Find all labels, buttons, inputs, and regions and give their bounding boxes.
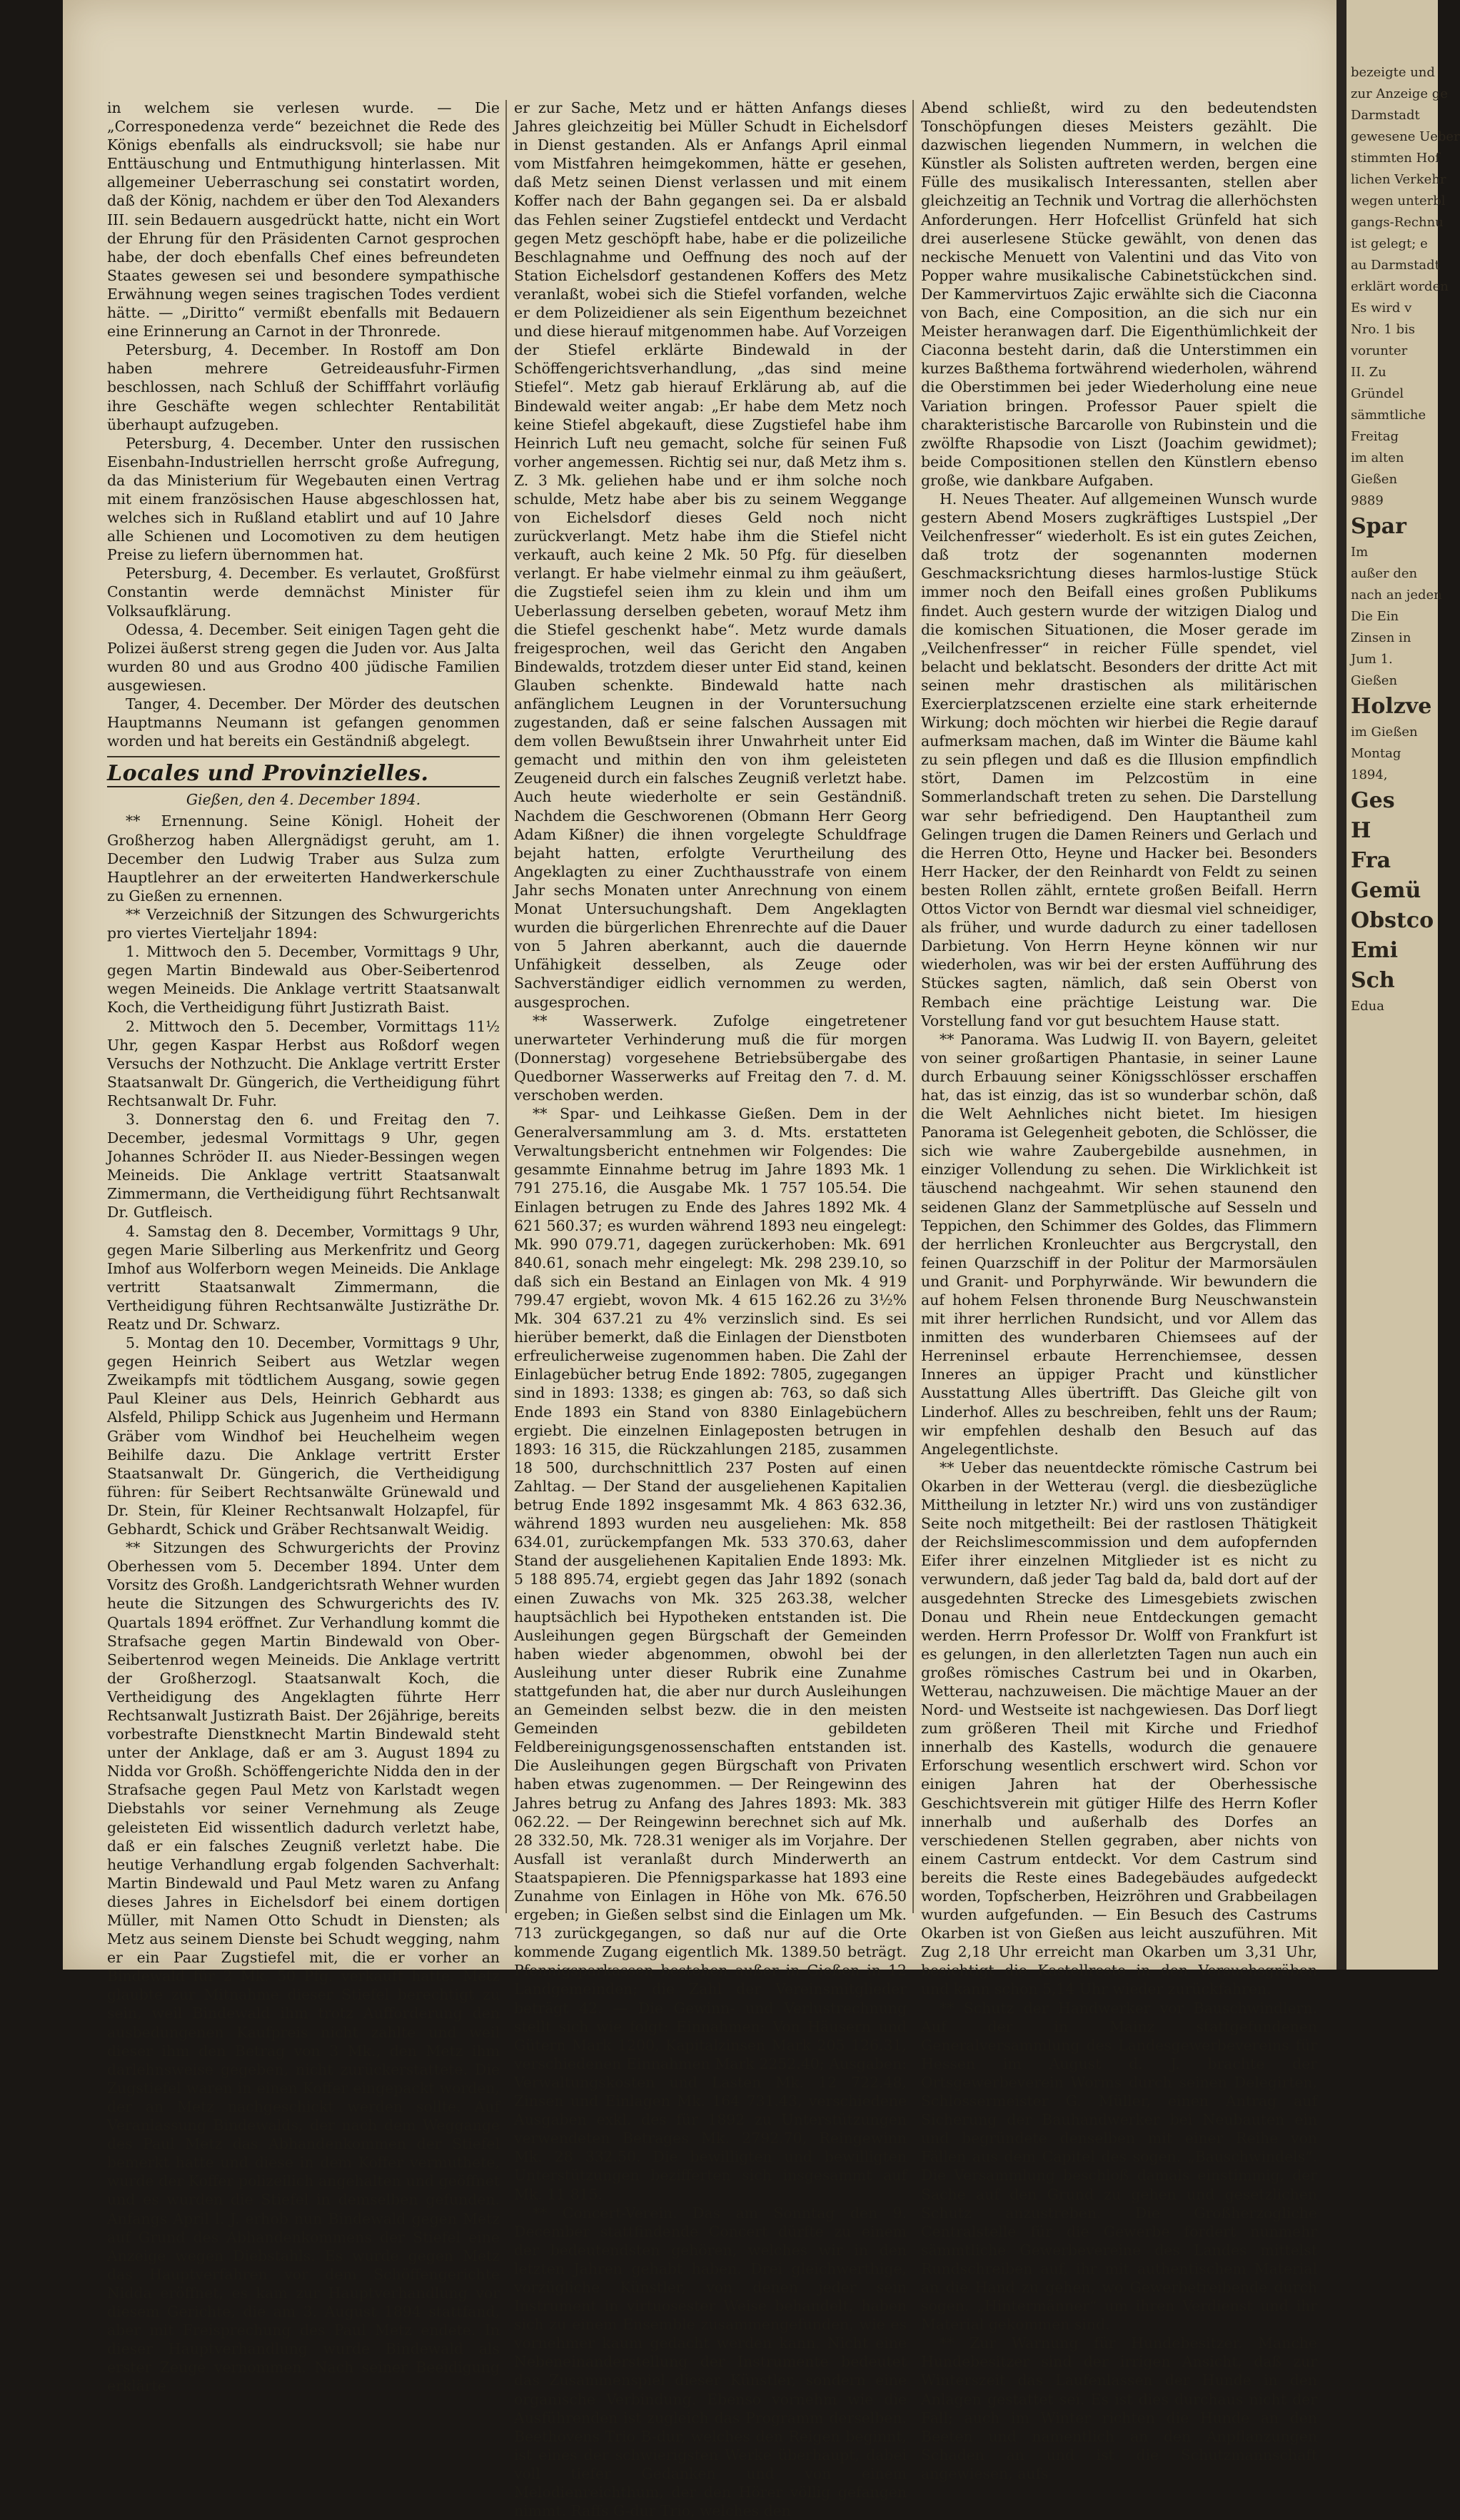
adjacent-page-line: Holzve	[1351, 694, 1432, 719]
column-3	[921, 99, 1317, 2482]
article-paragraph: 2. Mittwoch den 5. December, Vormittags 11½ Uhr, gegen Kaspar Herbst aus Roßdorf wegen Versuchs der Nothzucht. Die Anklage vertritt Erster Staatsanwalt Dr. Güngerich, die Vertheidigung führt Rechtsanwalt Dr. Fuhr.	[107, 1017, 500, 1109]
article-paragraph: 1. Mittwoch den 5. December, Vormittags 9 Uhr, gegen Martin Bindewald aus Ober-Seibertenrod wegen Meineids. Die Anklage vertritt Staatsanwalt Koch, die Vertheidigung führt Justizrath Baist.	[107, 943, 500, 1017]
article-paragraph: Petersburg, 4. December. Es verlautet, Großfürst Constantin werde demnächst Minister für Volksaufklärung.	[107, 565, 500, 620]
article-paragraph: ** Wasserwerk. Zufolge eingetretener unerwarteter Verhinderung muß die für morgen (Donnerstag) vorgesehene Betriebsübergabe des Quedborner Wasserwerks auf Freitag den 7. d. M. verschoben werden.	[514, 1012, 907, 1104]
adjacent-page-line: Obstco	[1351, 908, 1434, 933]
adjacent-page-line: Montag	[1351, 746, 1401, 761]
adjacent-page-line: Jum 1.	[1351, 652, 1393, 667]
adjacent-page-line: Spar	[1351, 514, 1406, 539]
adjacent-page-line: erklärt worden	[1351, 279, 1449, 294]
column-1	[107, 99, 500, 2395]
adjacent-page-line: zur Anzeige ge	[1351, 86, 1448, 101]
adjacent-page-line: Gemü	[1351, 878, 1421, 903]
adjacent-page-line: Gießen	[1351, 472, 1398, 487]
adjacent-page-line: Gründel	[1351, 386, 1404, 401]
column-rule	[912, 100, 914, 1913]
adjacent-page-line: II. Zu	[1351, 365, 1386, 380]
adjacent-page-line: H	[1351, 818, 1371, 843]
article-paragraph: 3. Donnerstag den 6. und Freitag den 7. December, jedesmal Vormittags 9 Uhr, gegen Johannes Schröder II. aus Nieder-Bessingen wegen Meineids. Die Anklage vertritt Staatsanwalt Zimmermann, die Vertheidigung führt Rechtsanwalt Dr. Gutfleisch.	[107, 1110, 500, 1221]
separator-rule	[107, 756, 500, 757]
adjacent-page-line: wegen unterbl	[1351, 193, 1446, 208]
article-paragraph: ** Ueber das neuentdeckte römische Castrum bei Okarben in der Wetterau (vergl. die diesbezügliche Mittheilung in letzter Nr.) wird uns von zuständiger Seite noch mitgetheilt: Bei der rastlosen Thätigkeit der Reichslimescommission und dem aufopfernden Eifer ihrer einzelnen Mitglieder ist es nicht zu verwundern, daß jeder Tag bald da, bald dort auf der ausgedehnten Strecke des Limesgebiets zwischen Donau und Rhein neue Entdeckungen gemacht werden. Herrn Professor Dr. Wolff von Frankfurt ist es gelungen, in den allerletzten Tagen nun auch ein großes römisches Castrum bei und in Okarben, Wetterau, nachzuweisen. Die mächtige Mauer an der Nord- und Westseite ist nachgewiesen. Das Dorf liegt zum größeren Theil mit Kirche und Friedhof innerhalb des Kastells, wodurch die genauere Erforschung wesentlich erschwert wird. Schon vor einigen Jahren hat der Oberhessische Geschichtsverein mit gütiger Hilfe des Herrn Kofler innerhalb und außerhalb des Dorfes an verschiedenen Stellen gegraben, aber nichts von einem Castrum entdeckt. Vor dem Castrum sind bereits die Reste eines Badegebäudes aufgedeckt worden, Topfscherben, Heizröhren und Grabbeilagen wurden aufgefunden. — Ein Besuch des Castrums Okarben ist von Gießen aus leicht auszuführen. Mit Zug 2,18 Uhr erreicht man Okarben um 3,31 Uhr, besichtigt die Kastellreste in den Versuchsgräben und kann schon 5,14 Uhr wieder zurückfahren.	[921, 1458, 1317, 1998]
adjacent-page-line: nach an jeden	[1351, 588, 1442, 603]
article-paragraph: ** Verzeichniß der Sitzungen des Schwurgerichts pro viertes Vierteljahr 1894:	[107, 905, 500, 942]
article-paragraph: Abend schließt, wird zu den bedeutendsten Tonschöpfungen dieses Meisters gezählt. Die dazwischen liegenden Nummern, in welchen die Künstler als Solisten auftreten werden, bergen eine Fülle des musikalisch Interessanten, stellen aber gleichzeitig an Technik und Vortrag die allerhöchsten Anforderungen. Herr Hofcellist Grünfeld hat sich drei auserlesene Stücke gewählt, von denen das neckische Menuett von Valentini und das Vito von Popper wahre musikalische Cabinetstückchen sind. Der Kammervirtuos Zajic erwählte sich die Ciaconna von Bach, eine Composition, an die sich nur ein Meister heranwagen darf. Die Eigenthümlichkeit der Ciaconna besteht darin, daß die Unterstimmen ein kurzes Baßthema fortwährend wiederholen, während die Oberstimmen bei jeder Wiederholung eine neue Variation bringen. Professor Pauer spielt die charakteristische Barcarolle von Rubinstein und die zwölfte Rhapsodie von Liszt (Joachim gewidmet); beide Compositionen stellen den Künstlern ebenso große, wie dankbare Aufgaben.	[921, 99, 1317, 489]
article-paragraph: ** Schutz der Handwerker vor Bauschwindlern. Auf der in Mainz stattgefundenen Generalversammlung des Landesgewerbevereins für Hessen im August d. J. brachte der Ortsgewerbeverein Worms durch seinen Delegirten, Schlossermeister G. Müller, einen Antrag auf Sicherung der Bauhandwerker bei Neubauten ein und begründete denselben mit einer Reihe von Fällen aus dem Capitel des sogen. „Bauschwindels“. Die Versammlung beschloß damals einstimmig, der Sache auf den Grund zu gehen und gesetzlichen Schutz anzustreben. Die Großherzogliche Centralstelle für die Gewerbe fordert nunmehr sämmtliche Gewerbevereine des Landes mittelst Rundschreiben auf, ihr mit authentischem Material an die Hand zu gehen, wo Gewerbetreibende durch sogen. „Hintermänner“ um ihren Verdienst und ihr Material gekommen sind.	[921, 1999, 1317, 2334]
article-paragraph: Odessa, 4. December. Seit einigen Tagen geht die Polizei äußerst streng gegen die Juden vor. Aus Jalta wurden 80 und aus Grodno 400 jüdische Familien ausgewiesen.	[107, 620, 500, 694]
adjacent-page-line: lichen Verkehr	[1351, 172, 1446, 187]
adjacent-page-line: Emi	[1351, 938, 1399, 963]
adjacent-page-line: Zinsen in	[1351, 630, 1411, 645]
adjacent-page-line: Fra	[1351, 848, 1391, 873]
article-paragraph: ** Concert-Verein. Das am Sonntag den 9. December stattfindende Concert dürfte zu einem der bedeutendsten gehören, welches wir in den letzten Jahren gehabt haben. Drei gleichwerthige, vorzügliche Künstler, von denen jeder sein Instrument in virtuosester Weise behandelt, haben sich zu einem Ensemble zusammengefunden, wie es vornehmer kaum gedacht werden kann. Nicht eine Nebeneinanderstellung der Instrumente bedeutet das Zusammenspiel dieser Künstler, sondern eine organische Verbindung. Ebenso vornehm wie die Ausführenden ist zugleich das Programm derselben. Beethovens Trio B-dur, welches den Reigen beginnt, ist eines der schwierigsten Werke überhaupt, dabei voll tiefer Gedanken und von einem Melodienreichthum, der den Hörer völlig gefangen nimmt. Raffs G-dur Trio, welches den	[514, 2204, 907, 2520]
adjacent-page-line: ist gelegt; e	[1351, 236, 1428, 251]
adjacent-page-edge	[1336, 0, 1460, 1970]
column-rule	[505, 100, 507, 1913]
article-paragraph: H. Neues Theater. Auf allgemeinen Wunsch wurde gestern Abend Mosers zugkräftiges Lustspiel „Der Veilchenfresser“ wiederholt. Es ist ein gutes Zeichen, daß trotz der sogenannten modernen Geschmacksrichtung dieses harmlos-lustige Stück immer noch den Beifall eines großen Publikums findet. Auch gestern wurde der witzigen Dialog und die komischen Situationen, die Moser gerade im „Veilchenfresser“ in reicher Fülle spendet, viel belacht und beklatscht. Besonders der dritte Act mit seinen mehr drastischen als militärischen Exercierplatzscenen erzielte eine stark erheiternde Wirkung; doch möchten wir hierbei die Regie darauf aufmerksam machen, daß im Winter die Bäume kahl zu sein pflegen und daß es die Illusion empfindlich stört, Damen im Pelzcostüm in eine Sommerlandschaft treten zu sehen. Die Darstellung war sehr befriedigend. Den Hauptantheil zum Gelingen trugen die Damen Reiners und Gerlach und die Herren Otto, Heyne und Hacker bei. Besonders Herr Hacker, der den Reinhardt von Feldt zu seinen besten Rollen zählt, erntete großen Beifall. Herrn Ottos Victor von Berndt war diesmal viel schneidiger, als früher, und wurde dadurch zu einer tadellosen Darbietung. Von Herrn Heyne können wir nur wiederholen, was wir bei der ersten Aufführung des Stückes sagten, nämlich, daß sein Oberst von Rembach eine prächtige Leistung war. Die Vorstellung fand vor gut besuchtem Hause statt.	[921, 490, 1317, 1029]
adjacent-page-line: gewesene Ueber	[1351, 129, 1460, 144]
adjacent-page-line: Darmstadt	[1351, 108, 1420, 123]
adjacent-page-line: außer den	[1351, 566, 1418, 581]
adjacent-page-line: im Gießen	[1351, 725, 1418, 740]
article-paragraph: in welchem sie verlesen wurde. — Die „Corresponedenza verde“ bezeichnet die Rede des Königs ebenfalls als eindrucksvoll; sie habe nur Enttäuschung und Entmuthigung hinterlassen. Mit allgemeiner Ueberraschung sei constatirt worden, daß der König, nachdem er über den Tod Alexanders III. sein Bedauern ausgedrückt hatte, nicht ein Wort der Ehrung für den Präsidenten Carnot gesprochen habe, der doch ebenfalls Chef eines befreundeten Staates gewesen sei und besondere sympathische Erwähnung wegen seines tragischen Todes verdient hätte. — „Diritto“ vermißt ebenfalls mit Bedauern eine Erinnerung an Carnot in der Thronrede.	[107, 99, 500, 341]
adjacent-page-line: Im	[1351, 545, 1369, 560]
article-paragraph: ** Spar- und Leihkasse Gießen. Dem in der Generalversammlung am 3. d. Mts. erstatteten Verwaltungsbericht entnehmen wir Folgendes: Die gesammte Einnahme betrug im Jahre 1893 Mk. 1 791 275.16, die Ausgabe Mk. 1 757 105.54. Die Einlagen betrugen zu Ende des Jahres 1892 Mk. 4 621 560.37; es wurden während 1893 neu eingelegt: Mk. 990 079.71, dagegen zurückerhoben: Mk. 691 840.61, sonach mehr eingelegt: Mk. 298 239.10, so daß sich ein Bestand an Einlagen von Mk. 4 919 799.47 ergiebt, wovon Mk. 4 615 162.26 zu 3½% Mk. 304 637.21 zu 4% verzinslich sind. Es sei hierüber bemerkt, daß die Einlagen der Dienstboten erfreulicherweise zugenommen haben. Die Zahl der Einlagebücher betrug Ende 1892: 7805, zugegangen sind in 1893: 1338; es gingen ab: 763, so daß sich Ende 1893 ein Stand von 8380 Einlagebüchern ergiebt. Die einzelnen Einlageposten betrugen in 1893: 16 315, die Rückzahlungen 2185, zusammen 18 500, durchschnittlich 237 Posten auf einen Zahltag. — Der Stand der ausgeliehenen Kapitalien betrug Ende 1892 insgesammt Mk. 4 863 632.36, während 1893 wurden neu ausgeliehen: Mk. 858 634.01, zurückempfangen Mk. 533 370.63, daher Stand der ausgeliehenen Kapitalien Ende 1893: Mk. 5 188 895.74, ergiebt gegen das Jahr 1892 (sonach einen Zuwachs von Mk. 325 263.38, welcher hauptsächlich bei Hypotheken entstanden ist. Die Ausleihungen gegen Bürgschaft der Gemeinden haben wieder abgenommen, obwohl bei der Ausleihung unter dieser Rubrik eine Zunahme stattgefunden hat, die aber nur durch Ausleihungen an Gemeinden selbst bezw. die in den meisten Gemeinden gebildeten Feldbereinigungsgenossenschaften entstanden ist. Die Ausleihungen gegen Bürgschaft von Privaten haben etwas zugenommen. — Der Reingewinn des Jahres betrug zu Anfang des Jahres 1893: Mk. 383 062.22. — Der Reingewinn berechnet sich auf Mk. 28 332.50, Mk. 728.31 weniger als im Vorjahre. Der Ausfall ist veranlaßt durch Minderwerth an Staatspapieren. Die Pfennigsparkasse hat 1893 eine Zunahme von Einlagen in Höhe von Mk. 676.50 ergeben; in Gießen selbst sind die Einlagen um Mk. 713 zurückgegangen, so daß nur auf die Orte kommende Zugang eigentlich Mk. 1389.50 beträgt. Pfennigsparkassen bestehen außer in Gießen in 12 Landgemeinden; die Zahl der Vereinsmitglieder beträgt 42. — Die Gewinn- und Verlustrechnung stellt sich wie folgt: Einnahmen: Von Häusern und Gütern Mark 1200, Kapitalzinsen Mark 205 126.31, verschiedenen Einnahmen Mark 2252.40; Ausgaben: Verwaltungskosten und Lasten Mk. 12 722.48, Zinsen und Einlagen Mk. 164 731.43, verschiedene Ausgaben exkl. des für 1892 zu Unterstützungen verwendeten Betrages Mk. 2792.70, Reingewinn Mk. 28 332.50. Die bewilligten und bewilligten Unterstützungen bezifferten sich insgesammt auf Mk. 11 815.	[514, 1105, 907, 2203]
article-paragraph: er zur Sache, Metz und er hätten Anfangs dieses Jahres gleichzeitig bei Müller Schudt in Eichelsdorf in Dienst gestanden. Als er Anfangs April einmal vom Mistfahren heimgekommen, hätte er gesehen, daß Metz seinen Dienst verlassen und mit einem Koffer nach der Bahn gegangen sei. Da er alsbald das Fehlen seiner Zugstiefel entdeckt und Verdacht gegen Metz geschöpft habe, habe er die polizeiliche Beschlagnahme und Oeffnung des noch auf der Station Eichelsdorf gestandenen Koffers des Metz veranlaßt, wobei sich die Stiefel vorfanden, welche er dem Polizeidiener als sein Eigenthum bezeichnet und diese hierauf mitgenommen habe. Auf Vorzeigen der Stiefel erklärte Bindewald in der Schöffengerichtsverhandlung, „das sind meine Stiefel“. Metz gab hierauf Erklärung ab, auf die Bindewald weiter angab: „Er habe dem Metz noch keine Stiefel abgekauft, diese Zugstiefel habe ihm Heinrich Luft neu gemacht, solche für seinen Fuß vorher angemessen. Richtig sei nur, daß Metz ihm s. Z. 3 Mk. geliehen habe und er ihm solche noch schulde, Metz habe aber bis zu seinem Weggange von Eichelsdorf dieses Geld noch nicht zurückverlangt. Metz habe ihm die Stiefel nicht verkauft, auch keine 2 Mk. 50 Pfg. für dieselben verlangt. Er habe vielmehr einmal zu ihm geäußert, die Zugstiefel seien ihm zu klein und ihm um Ueberlassung derselben gebeten, worauf Metz ihm die Stiefel geschenkt habe“. Metz wurde damals freigesprochen, weil das Gericht den Angaben Bindewalds, trotzdem dieser unter Eid stand, keinen Glauben schenkte. Bindewald hatte nach anfänglichem Leugnen in der Voruntersuchung zugestanden, daß er seine falschen Aussagen mit dem vollen Bewußtsein ihrer Unwahrheit unter Eid gemacht und mithin den von ihm geleisteten Zeugeneid durch ein falsches Zeugniß verletzt habe. Auch heute wiederholte er sein Geständniß. Nachdem die Geschworenen (Obmann Herr Georg Adam Kißner) die ihnen vorgelegte Schuldfrage bejaht hatten, erfolgte Verurtheilung des Angeklagten zu einer Zuchthausstrafe von einem Jahr sechs Monaten unter Anrechnung von einem Monat Untersuchungshaft. Dem Angeklagten wurden die bürgerlichen Ehrenrechte auf die Dauer von 5 Jahren aberkannt, auch die dauernde Unfähigkeit desselben, als Zeuge oder Sachverständiger eidlich vernommen zu werden, ausgesprochen.	[514, 99, 907, 1011]
adjacent-page-line: gangs-Rechnu	[1351, 215, 1444, 230]
adjacent-page-line: Freitag	[1351, 429, 1399, 444]
article-paragraph: ** Ernennung. Seine Königl. Hoheit der Großherzog haben Allergnädigst geruht, am 1. December den Ludwig Traber aus Sulza zum Hauptlehrer an der erweiterten Handwerkerschule zu Gießen zu ernennen.	[107, 812, 500, 904]
adjacent-page-line: 1894,	[1351, 767, 1388, 782]
adjacent-page-line: Sch	[1351, 968, 1395, 993]
adjacent-page-line: im alten	[1351, 450, 1404, 465]
column-2	[514, 99, 907, 2520]
adjacent-page-line: Die Ein	[1351, 609, 1399, 624]
adjacent-page-line: Gießen	[1351, 673, 1398, 688]
article-paragraph: ** Panorama. Was Ludwig II. von Bayern, geleitet von seiner großartigen Phantasie, in seiner Laune durch Erbauung seiner Königsschlösser erschaffen hat, das ist einzig, das ist so wunderbar schön, daß die Welt Aehnliches nicht bietet. Im hiesigen Panorama ist Gelegenheit geboten, die Schlösser, die sich wie wahre Zaubergebilde ausnehmen, in einziger Vollendung zu sehen. Die Wirklichkeit ist täuschend nachgeahmt. Wir sehen staunend den seidenen Glanz der Sammetplüsche auf Sesseln und Teppichen, den Schimmer des Goldes, das Flimmern der herrlichen Kronleuchter aus Bergcrystall, den feinen Quarzschiff in der Politur der Marmorsäulen und Granit- und Porphyrwände. Wir bewundern die auf hohem Felsen thronende Burg Neuschwanstein mit ihrer herrlichen Rundsicht, und vor Allem das inmitten des wunderbaren Chiemsees auf der Herreninsel erbaute Herrenchiemsee, dessen Inneres an üppiger Pracht und künstlicher Ausstattung Alles übertrifft. Das Gleiche gilt von Linderhof. Alles zu beschreiben, fehlt uns der Raum; wir empfehlen deshalb den Besuch auf das Angelegentlichste.	[921, 1030, 1317, 1458]
article-paragraph: 5. Montag den 10. December, Vormittags 9 Uhr, gegen Heinrich Seibert aus Wetzlar wegen Zweikampfs mit tödtlichem Ausgang, sowie gegen Paul Kleiner aus Dels, Heinrich Gebhardt aus Alsfeld, Philipp Schick aus Jugenheim und Hermann Gräber vom Windhof bei Heuchelheim wegen Beihilfe dazu. Die Anklage vertritt Erster Staatsanwalt Dr. Güngerich, die Vertheidigung führen: für Seibert Rechtsanwälte Grünewald und Dr. Stein, für Kleiner Rechtsanwalt Holzapfel, für Gebhardt, Schick und Gräber Rechtsanwalt Weidig.	[107, 1334, 500, 1538]
adjacent-page-line: vorunter	[1351, 343, 1408, 358]
article-paragraph: Petersburg, 4. December. In Rostoff am Don haben mehrere Getreideausfuhr-Firmen beschlossen, nach Schluß der Schifffahrt vorläufig ihre Geschäfte wegen schlechter Rentabilität überhaupt aufzugeben.	[107, 341, 500, 433]
dateline: Gießen, den 4. December 1894.	[186, 791, 421, 809]
adjacent-page-line: stimmten Hof	[1351, 151, 1440, 166]
article-paragraph: Tanger, 4. December. Der Mörder des deutschen Hauptmanns Neumann ist gefangen genommen worden und hat bereits ein Geständniß abgelegt.	[107, 695, 500, 750]
article-paragraph: 4. Samstag den 8. December, Vormittags 9 Uhr, gegen Marie Silberling aus Merkenfritz und Georg Imhof aus Wolferborn wegen Meineids. Die Anklage vertritt Staatsanwalt Zimmermann, die Vertheidigung führen Rechtsanwälte Justizräthe Dr. Reatz und Dr. Schwarz.	[107, 1222, 500, 1333]
article-paragraph: ** Sitzungen des Schwurgerichts der Provinz Oberhessen vom 5. December 1894. Unter dem Vorsitz des Großh. Landgerichtsrath Wehner wurden heute die Sitzungen des Schwurgerichts des IV. Quartals 1894 eröffnet. Zur Verhandlung kommt die Strafsache gegen Martin Bindewald von Ober-Seibertenrod wegen Meineids. Die Anklage vertritt der Großherzogl. Staatsanwalt Koch, die Vertheidigung des Angeklagten führte Herr Rechtsanwalt Justizrath Baist. Der 26jährige, bereits vorbestrafte Dienstknecht Martin Bindewald steht unter der Anklage, daß er am 3. August 1894 zu Nidda vor Großh. Schöffengerichte Nidda den in der Strafsache gegen Paul Metz von Karlstadt wegen Diebstahls vor seiner Vernehmung als Zeuge geleisteten Eid wissentlich dadurch verletzt habe, daß er ein falsches Zeugniß verletzt habe. Die heutige Verhandlung ergab folgenden Sachverhalt: Martin Bindewald und Paul Metz waren zu Anfang dieses Jahres in Eichelsdorf bei einem dortigen Müller, mit Namen Otto Schudt in Diensten; als Metz aus seinem Dienste bei Schudt wegging, nahm er ein Paar Zugstiefel mit, die er vorher an Bindewald für 2 Mk. 50 Pfg. verkauft hatte. Metz glaubte zur Mitnahme dieser Stiefel berechtigt zu sein, weil Bindewald ihm trotz Aufforderung den ausbedungenen Kaufpreis nicht zahlte und weil dieser ihm den Betrag von 3 Mk., den Metz ihm darlehnsweise gegeben, nicht zurückerstattete. Die Zugstiefel waren in einen Koffer eingepackt worden, der an Metz nachgeschickt werden sollte. Auf Veranlassung Bindewalds, der nach dem Weggange des Paul Metz das Abhandenkommen der Stiefel bemerkt hatte und diese in dem Koffer vermuthete, wurde der Koffer polizeilich angehalten und geöffnet und es wurden die Stiefel in demselben gefunden. Anfangs April l. J. erhob nun Bindewald gegen Metz auf Grund des Abhandenkommens der Stiefel eine Anzeige wegen Diebstahls. Es wurde gegen Metz das Hauptverfahren vor dem Schöffengerichte Nidda eröffnet, es kam zur Hauptverhandlung vor diesem Gerichte, die am 3. August 1894 stattfand, aber mit Freisprechung des Paul Metz endete. In dieser Hauptverhandlung wurde Bindewald als erster Zeuge vernommen. Nach seiner Beeidigung erklärte	[107, 1539, 500, 2395]
adjacent-page-line: Ges	[1351, 788, 1395, 813]
section-title-underline	[107, 786, 500, 787]
adjacent-page-line: au Darmstadt	[1351, 258, 1440, 273]
adjacent-page-line: Edua	[1351, 999, 1384, 1014]
adjacent-page-line: Es wird v	[1351, 301, 1412, 316]
adjacent-page-line: bezeigte und	[1351, 65, 1435, 80]
article-paragraph: ** Zur Warnung für Hundebesitzer. Manche Hundebesitzer sind der irrigen Ansicht, daß zur Winterszeit das Laufenlassen der Hunde in den Anlagen gestattet sei. Es ist dies durchaus nicht der Fall; auch im Winter richten die Hunde an den Beeten und namentlich an den Anpflanzungen Schaden an und ist die Schutzmannschaft angewiesen, aufs	[921, 2334, 1317, 2482]
adjacent-page-line: 9889	[1351, 493, 1384, 508]
section-title: Locales und Provinzielles.	[107, 761, 429, 787]
adjacent-page-line: sämmtliche	[1351, 408, 1426, 423]
adjacent-page-text	[1346, 64, 1460, 1015]
adjacent-page-line: Nro. 1 bis	[1351, 322, 1416, 337]
article-paragraph: Petersburg, 4. December. Unter den russischen Eisenbahn-Industriellen herrscht große Aufregung, da das Ministerium für Wegebauten einen Vertrag mit einem französischen Hause abgeschlossen hat, welches sich in Rußland etablirt und auf 10 Jahre alle Schienen und Locomotiven zu dem heutigen Preise zu liefern übernommen hat.	[107, 434, 500, 564]
